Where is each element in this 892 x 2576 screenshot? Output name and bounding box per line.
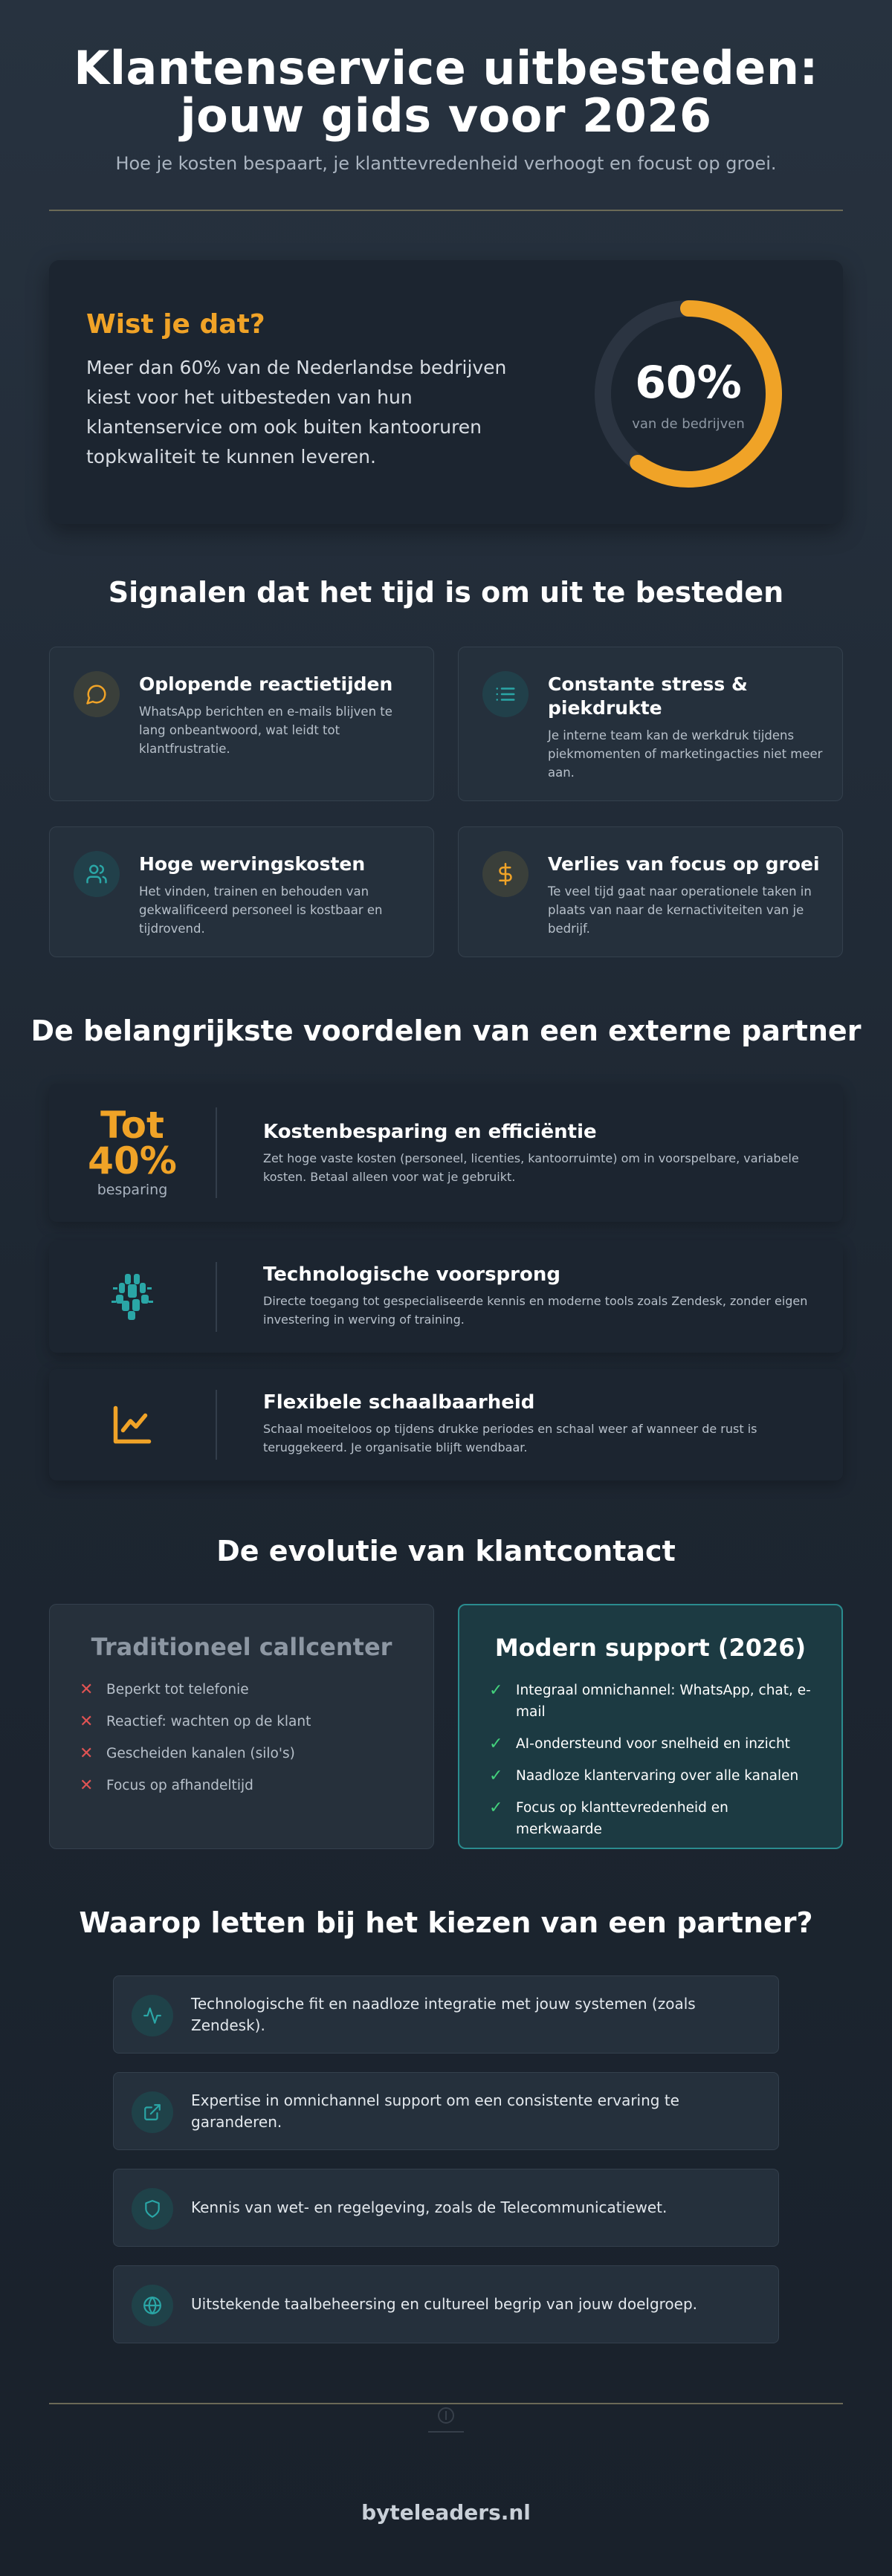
criteria-text: Technologische fit en naadloze integratie met jouw systemen (zoals Zendesk). — [191, 1994, 696, 2034]
cross-icon: ✕ — [80, 1744, 94, 1763]
fact-card — [49, 260, 843, 524]
check-icon: ✓ — [489, 1767, 503, 1785]
header-divider — [49, 210, 843, 211]
globe-icon — [132, 2285, 173, 2326]
signal-text: Het vinden, trainen en behouden van gekwalificeerd personeel is kostbaar en tijdrovend. — [139, 884, 383, 936]
ring-label: van de bedrijven — [632, 416, 745, 432]
criteria-item — [113, 2265, 779, 2343]
signal-text: Te veel tijd gaat naar operationele taken in plaats van naar de kernactiviteiten van je bedrijf. — [548, 884, 812, 936]
benefit-card — [49, 1084, 843, 1222]
signal-title: Constante stress & piekdrukte — [548, 673, 748, 719]
users-icon — [74, 851, 120, 897]
cross-icon: ✕ — [80, 1680, 94, 1699]
list-item: ✓ Naadloze klantervaring over alle kanalen — [489, 1767, 799, 1785]
criteria-item — [113, 1975, 779, 2054]
activity-icon — [132, 1995, 173, 2036]
savings-label: besparing — [97, 1182, 168, 1198]
list-item: ✕ Reactief: wachten op de klant — [80, 1712, 311, 1731]
signal-title: Oplopende reactietijden — [139, 673, 393, 695]
shield-icon — [132, 2188, 173, 2230]
signal-text: WhatsApp berichten en e-mails blijven te lang onbeantwoord, wat leidt tot klantfrustratie. — [139, 705, 392, 756]
line-chart-icon — [49, 1369, 216, 1480]
benefit-text: Directe toegang tot gespecialiseerde kennis en moderne tools zoals Zendesk, zonder eigen investering in werving of training. — [263, 1294, 808, 1327]
benefit-card — [49, 1369, 843, 1480]
check-icon: ✓ — [489, 1681, 503, 1700]
benefit-text: Schaal moeiteloos op tijdens drukke periodes en schaal weer af wanneer de rust is teruggekeerd. Je organisatie blijft wendbaar. — [263, 1422, 757, 1454]
signal-card — [458, 826, 843, 957]
benefit-divider — [216, 1390, 217, 1460]
fact-kicker: Wist je dat? — [86, 309, 265, 340]
traditional-heading: Traditioneel callcenter — [91, 1633, 392, 1661]
chat-bubble-icon — [74, 671, 120, 717]
list-item: ✕ Beperkt tot telefonie — [80, 1680, 249, 1699]
footer-domain-link[interactable]: byteleaders.nl — [361, 2500, 531, 2525]
list-item: ✓ Focus op klanttevredenheid en merkwaarde — [489, 1799, 728, 1837]
benefit-divider — [216, 1107, 217, 1198]
benefit-divider — [216, 1262, 217, 1332]
list-item: ✕ Focus op afhandeltijd — [80, 1776, 253, 1795]
signal-card — [49, 826, 434, 957]
criteria-text: Expertise in omnichannel support om een consistente ervaring te garanderen. — [191, 2091, 679, 2131]
criteria-title: Waarop letten bij het kiezen van een partner? — [79, 1906, 813, 1939]
traditional-list — [80, 1679, 407, 1807]
benefit-title: Technologische voorsprong — [263, 1263, 560, 1286]
signal-title: Hoge wervingskosten — [139, 853, 366, 875]
title-line-1: Klantenservice uitbesteden: — [74, 41, 818, 95]
benefit-title: Kostenbesparing en efficiëntie — [263, 1121, 597, 1143]
benefit-card — [49, 1241, 843, 1353]
external-link-icon — [132, 2091, 173, 2133]
list-item: ✕ Gescheiden kanalen (silo's) — [80, 1744, 295, 1763]
fact-text: Meer dan 60% van de Nederlandse bedrijven kiest voor het uitbesteden van hun klantenservice om ook buiten kantooruren topkwaliteit te kunnen leveren. — [86, 357, 507, 467]
page-subtitle: Hoe je kosten bespaart, je klanttevredenheid verhoogt en focust op groei. — [115, 153, 777, 174]
check-icon: ✓ — [489, 1799, 503, 1817]
ring-value: 60% — [635, 357, 742, 409]
signal-text: Je interne team kan de werkdruk tijdens piekmomenten of marketingacties niet meer aan. — [548, 728, 823, 780]
criteria-text: Uitstekende taalbeheersing en cultureel begrip van jouw doelgroep. — [191, 2295, 698, 2313]
criteria-item — [113, 2169, 779, 2247]
check-icon: ✓ — [489, 1735, 503, 1753]
modern-list — [489, 1680, 816, 1851]
benefit-title: Flexibele schaalbaarheid — [263, 1391, 535, 1414]
modern-support-card — [458, 1604, 843, 1849]
signal-card — [458, 647, 843, 801]
traditional-callcenter-card — [49, 1604, 434, 1849]
header — [0, 41, 892, 174]
dollar-icon — [482, 851, 529, 897]
savings-value: 40% — [88, 1139, 177, 1182]
modern-heading: Modern support (2026) — [494, 1634, 807, 1662]
cross-icon: ✕ — [80, 1776, 94, 1795]
benefit-text: Zet hoge vaste kosten (personeel, licenties, kantoorruimte) om in voorspelbare, variabele kosten. Betaal alleen voor wat je gebruikt. — [263, 1151, 799, 1184]
evolution-title: De evolutie van klantcontact — [216, 1535, 676, 1567]
signals-title: Signalen dat het tijd is om uit te besteden — [108, 576, 784, 609]
page-title — [0, 41, 892, 143]
criteria-item — [113, 2072, 779, 2150]
list-icon — [482, 671, 529, 717]
byteleaders-logo-icon — [416, 2386, 476, 2445]
savings-highlight — [49, 1084, 216, 1222]
percentage-ring — [592, 297, 785, 491]
list-item: ✓ AI-ondersteund voor snelheid en inzicht — [489, 1735, 790, 1753]
criteria-text: Kennis van wet- en regelgeving, zoals de Telecommunicatiewet. — [191, 2198, 668, 2216]
title-line-2: jouw gids voor 2026 — [180, 88, 712, 143]
signal-card — [49, 647, 434, 801]
benefits-title: De belangrijkste voordelen van een externe partner — [30, 1014, 862, 1047]
signal-title: Verlies van focus op groei — [548, 853, 820, 875]
savings-prefix: Tot — [100, 1104, 164, 1147]
brain-circuit-icon — [49, 1241, 216, 1353]
cross-icon: ✕ — [80, 1712, 94, 1731]
list-item: ✓ Integraal omnichannel: WhatsApp, chat, e-mail — [489, 1681, 811, 1720]
